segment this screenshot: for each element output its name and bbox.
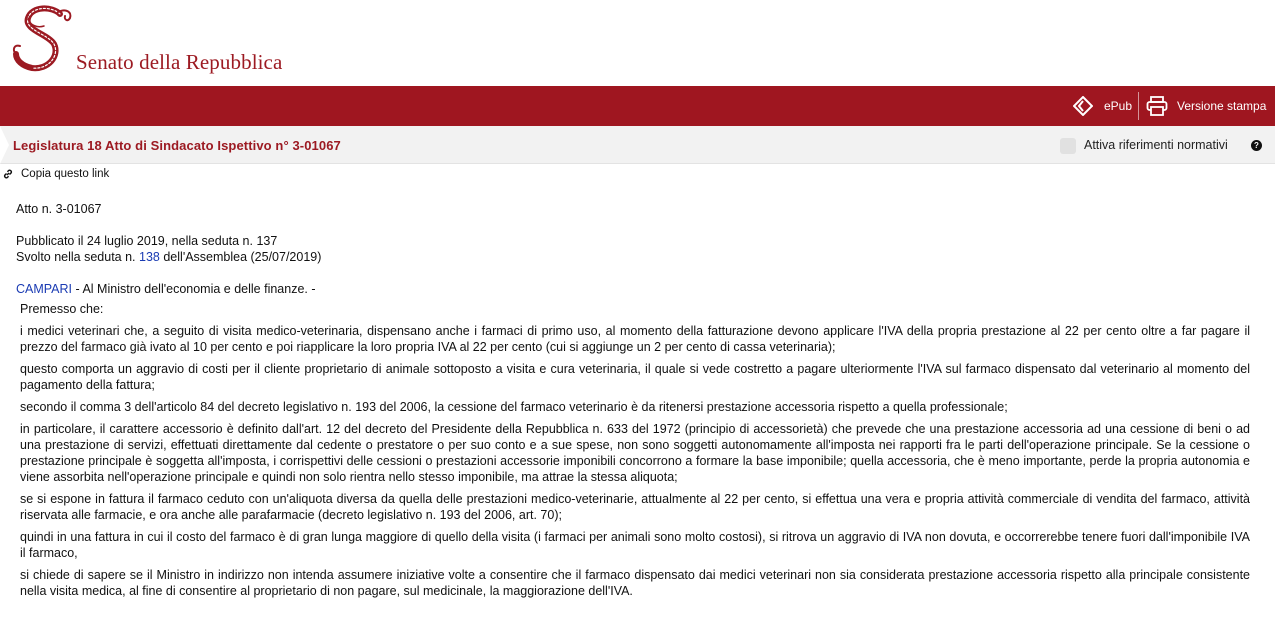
paragraph: secondo il comma 3 dell'articolo 84 del decreto legislativo n. 193 del 2006, la cessione del farmaco veterinario è da ritenersi prestazione accessoria rispetto a quella professionale; [20,400,1008,414]
site-header [0,0,1275,86]
references-checkbox-label[interactable]: Attiva riferimenti normativi [1084,138,1228,152]
senator-link[interactable]: CAMPARI [16,282,73,296]
link-icon [2,168,14,180]
page-title: Legislatura 18 Atto di Sindacato Ispettivo n° 3-01067 [13,138,341,153]
discussed-prefix: Svolto nella seduta n. [16,250,136,264]
paragraph: quindi in una fattura in cui il costo del farmaco è di gran lunga maggiore di quello della visita (i farmaci per animali sono molto costosi), si ritrova un aggravio di IVA non dovuta, e occorrerebbe tenere fuori dall'imponibile IVA il farmaco, [20,530,1250,560]
sender-line [16,281,316,297]
premesso-heading: Premesso che: [20,302,104,316]
paragraph: si chiede di sapere se il Ministro in indirizzo non intenda assumere iniziative volte a consentire che il farmaco dispensato dai medici veterinari non sia considerata prestazione accessoria rispetto alla principale consistente nella visita medica, al fine di consentire al proprietario di non pagare, sul medicinale, la maggiorazione dell'IVA. [20,568,1250,598]
paragraph: in particolare, il carattere accessorio è definito dall'art. 12 del decreto del Presidente della Repubblica n. 633 del 1972 (principio di accessorietà) che prevede che una prestazione accessoria ad una cessione di beni o ad una prestazione di servizi, effettuati direttamente dal cedente o prestatore o per suo conto e a sue spese, non sono soggetti autonomamente all'imposta nei rapporti fra le parti dell'operazione principale. Se la cessione o prestazione principale è soggetta all'imposta, i corrispettivi delle cessioni o prestazioni accessorie imponibili concorrono a formare la base imponibile; quella accessoria, che è meno importante, perde la propria autonomia e viene assorbita nell'operazione principale e quindi non solo rientra nello stesso imponibile, ma attrae la stessa aliquota; [20,422,1250,484]
published-info: Pubblicato il 24 luglio 2019, nella seduta n. 137 [16,234,278,248]
session-link[interactable]: 138 [139,250,160,264]
paragraph: i medici veterinari che, a seguito di visita medico-veterinaria, dispensano anche i farmaci di primo uso, al momento della fatturazione devono applicare l'IVA della propria prestazione al 22 per cento oltre a far pagare il prezzo del farmaco già ivato al 10 per cento e poi riapplicare la loro propria IVA al 22 per cento (cui si aggiunge un 2 per cento di cassa veterinaria); [20,324,1250,354]
print-label: Versione stampa [1177,99,1267,113]
senato-logo-icon[interactable] [8,4,78,76]
toolbar-divider [1138,92,1139,120]
discussed-suffix: dell'Assemblea (25/07/2019) [163,250,322,264]
epub-icon [1073,96,1093,116]
copy-link[interactable] [2,168,109,180]
act-number: Atto n. 3-01067 [16,202,102,216]
printer-icon [1146,96,1168,116]
help-icon[interactable]: ? [1251,140,1262,151]
document-title-bar [0,126,1275,164]
print-button[interactable] [1146,86,1266,126]
paragraph: se si espone in fattura il farmaco ceduto con un'aliquota diversa da quella delle prestazioni medico-veterinarie, attualmente al 22 per cento, si effettua una vera e propria attività commerciale di vendita del farmaco, attività riservata alle farmacie, e ora anche alle parafarmacie (decreto legislativo n. 193 del 2006, art. 70); [20,492,1250,522]
copy-link-label: Copia questo link [21,168,110,180]
title-arrow-decoration [0,126,9,164]
top-toolbar [0,86,1275,126]
site-title[interactable]: Senato della Repubblica [76,50,283,74]
addressee-text: - Al Ministro dell'economia e delle finanze. - [75,282,316,296]
epub-button[interactable] [1073,86,1132,126]
epub-label: ePub [1104,99,1133,113]
act-text [20,301,1250,605]
paragraph: questo comporta un aggravio di costi per il cliente proprietario di animale sottoposto a visita e cura veterinaria, il quale si vede costretto a pagare ulteriormente l'IVA sul farmaco dispensato dal veterinario al momento del pagamento della fattura; [20,362,1250,392]
references-checkbox[interactable] [1060,138,1076,154]
discussed-info [16,249,321,265]
